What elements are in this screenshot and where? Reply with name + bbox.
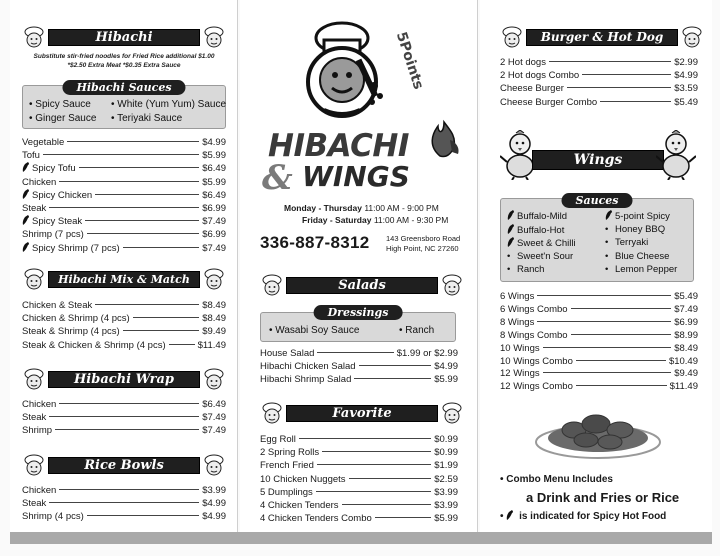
item-name: Cheese Burger Combo bbox=[500, 96, 598, 108]
item-price: $1.99 bbox=[434, 460, 458, 472]
dressing-item: • Wasabi Soy Sauce bbox=[269, 325, 360, 336]
item-name: Steak bbox=[22, 203, 47, 214]
item-name: 10 Wings bbox=[500, 342, 540, 354]
leader-dots bbox=[87, 515, 199, 516]
item-price: $3.99 bbox=[434, 500, 458, 511]
item-price: $8.49 bbox=[202, 313, 226, 325]
mix-banner bbox=[22, 268, 226, 290]
item-price: $9.49 bbox=[202, 326, 226, 338]
item-name: Spicy Tofu bbox=[22, 162, 76, 175]
menu-item bbox=[500, 342, 698, 355]
item-price: $2.59 bbox=[434, 473, 458, 485]
item-name: Spicy Shrimp (7 pcs) bbox=[22, 242, 120, 255]
wing-sauce-item: Buffalo-Hot bbox=[507, 224, 564, 236]
leader-dots bbox=[537, 321, 671, 322]
chef-mascot-logo bbox=[302, 18, 392, 128]
item-name: 6 Wings bbox=[500, 291, 535, 302]
hibachi-note: Substitute stir-fried noodles for Fried Rice additional $1.00 bbox=[33, 53, 215, 60]
section-title: Favorite bbox=[332, 406, 392, 421]
item-name: Egg Roll bbox=[260, 434, 296, 445]
section-title: Hibachi Mix & Match bbox=[58, 273, 190, 286]
menu-item bbox=[22, 202, 226, 215]
item-price: $6.99 bbox=[202, 229, 226, 241]
pepper-icon bbox=[22, 215, 30, 225]
sauce-item: • Spicy Sauce bbox=[29, 99, 91, 110]
item-name: Hibachi Chicken Salad bbox=[260, 361, 356, 373]
pepper-icon bbox=[506, 510, 514, 520]
menu-item bbox=[260, 486, 458, 499]
menu-item bbox=[22, 484, 226, 497]
item-price: $11.49 bbox=[197, 339, 226, 351]
sauce-item: • Ginger Sauce bbox=[29, 113, 97, 124]
item-price: $4.99 bbox=[434, 361, 458, 373]
section-title: Wings bbox=[573, 152, 623, 168]
item-name: Chicken & Shrimp (4 pcs) bbox=[22, 313, 130, 325]
brand-hibachi: HIBACHI bbox=[268, 128, 409, 164]
section-title: Salads bbox=[338, 278, 386, 293]
pepper-icon bbox=[22, 189, 30, 199]
leader-dots bbox=[123, 330, 200, 331]
leader-dots bbox=[43, 154, 199, 155]
item-price: $7.49 bbox=[674, 303, 698, 315]
menu-item bbox=[22, 398, 226, 411]
item-name: 10 Wings Combo bbox=[500, 355, 573, 367]
leader-dots bbox=[571, 308, 672, 309]
leader-dots bbox=[55, 429, 199, 430]
item-name: 8 Wings Combo bbox=[500, 329, 568, 341]
item-name: Spicy Chicken bbox=[22, 189, 92, 202]
item-name: Chicken & Steak bbox=[22, 300, 93, 311]
sauce-item: • Teriyaki Sauce bbox=[111, 113, 183, 124]
item-price: $8.99 bbox=[674, 329, 698, 341]
menu-item bbox=[22, 312, 226, 325]
leader-dots bbox=[59, 181, 199, 182]
leader-dots bbox=[543, 372, 672, 373]
item-price: $3.99 bbox=[202, 485, 226, 496]
combo-note: • Combo Menu Includes bbox=[500, 474, 613, 485]
menu-item bbox=[500, 355, 698, 368]
menu-item bbox=[22, 162, 226, 175]
menu-item bbox=[260, 446, 458, 459]
menu-item bbox=[260, 433, 458, 446]
menu-item bbox=[22, 215, 226, 228]
item-price: $3.99 bbox=[434, 486, 458, 498]
menu-item bbox=[22, 189, 226, 202]
salads-banner bbox=[260, 274, 464, 296]
leader-dots bbox=[582, 74, 671, 75]
item-name: 12 Wings Combo bbox=[500, 381, 573, 393]
leader-dots bbox=[354, 378, 431, 379]
wing-sauce-item: Buffalo-Mild bbox=[507, 210, 567, 222]
item-name: 2 Spring Rolls bbox=[260, 447, 320, 459]
menu-item bbox=[22, 497, 226, 510]
pepper-icon bbox=[605, 210, 613, 220]
menu-item bbox=[500, 82, 698, 95]
wing-sauce-item: • Blue Cheese bbox=[605, 250, 670, 262]
menu-item bbox=[500, 316, 698, 329]
leader-dots bbox=[543, 347, 672, 348]
leader-dots bbox=[59, 489, 199, 490]
item-price: $4.99 bbox=[202, 137, 226, 148]
menu-item bbox=[500, 380, 698, 393]
item-price: $4.99 bbox=[202, 498, 226, 510]
menu-item bbox=[22, 228, 226, 241]
section-title: Hibachi Wrap bbox=[74, 372, 174, 387]
chef-icon bbox=[22, 268, 46, 290]
chef-icon bbox=[260, 274, 284, 296]
address bbox=[386, 234, 460, 254]
item-price: $6.99 bbox=[202, 203, 226, 214]
item-name: Tofu bbox=[22, 150, 40, 162]
item-name: Chicken bbox=[22, 399, 57, 410]
section-title: Hibachi bbox=[95, 30, 153, 45]
brand-5points: 5Points bbox=[392, 30, 427, 92]
menu-item bbox=[22, 242, 226, 255]
item-price: $6.49 bbox=[202, 189, 226, 201]
menu-item bbox=[22, 325, 226, 338]
item-name: Shrimp (7 pcs) bbox=[22, 229, 84, 241]
item-name: 6 Wings Combo bbox=[500, 303, 568, 315]
pepper-icon bbox=[507, 210, 515, 220]
hours-weekdays: Monday - Thursday 11:00 AM - 9:00 PM bbox=[284, 203, 439, 213]
item-name: House Salad bbox=[260, 348, 315, 359]
item-price: $5.99 bbox=[434, 513, 458, 525]
item-name: 10 Chicken Nuggets bbox=[260, 473, 346, 485]
leader-dots bbox=[322, 451, 431, 452]
item-name: Steak bbox=[22, 412, 47, 424]
chef-icon bbox=[202, 268, 226, 290]
chef-icon bbox=[260, 402, 284, 424]
chef-icon bbox=[202, 368, 226, 390]
item-price: $7.49 bbox=[202, 425, 226, 437]
left-panel bbox=[10, 0, 238, 540]
leader-dots bbox=[49, 416, 199, 417]
item-price: $4.99 bbox=[202, 511, 226, 523]
chef-icon bbox=[500, 26, 524, 48]
item-name: Vegetable bbox=[22, 137, 65, 148]
menu-item bbox=[260, 347, 458, 360]
brand-amp: & bbox=[262, 158, 293, 198]
wing-sauce-item: • Lemon Pepper bbox=[605, 264, 678, 275]
menu-item bbox=[500, 56, 698, 69]
leader-dots bbox=[95, 194, 199, 195]
leader-dots bbox=[95, 304, 199, 305]
leader-dots bbox=[317, 464, 431, 465]
item-price: $5.49 bbox=[674, 96, 698, 108]
pepper-icon bbox=[507, 224, 515, 234]
item-name: Spicy Steak bbox=[22, 215, 82, 228]
wing-sauce-item: 5-point Spicy bbox=[605, 210, 670, 222]
item-name: Steak & Chicken & Shrimp (4 pcs) bbox=[22, 339, 166, 351]
flame-wing-icon bbox=[426, 116, 462, 158]
item-price: $7.49 bbox=[202, 216, 226, 228]
menu-item bbox=[22, 510, 226, 523]
item-name: 5 Dumplings bbox=[260, 486, 313, 498]
wing-sauce-item: • Ranch bbox=[507, 264, 545, 275]
item-name: 4 Chicken Tenders bbox=[260, 500, 339, 511]
section-title: Burger & Hot Dog bbox=[540, 30, 664, 44]
wing-sauce-item: • Honey BBQ bbox=[605, 223, 666, 235]
wings-plate-image bbox=[534, 404, 662, 460]
item-price: $8.49 bbox=[202, 300, 226, 311]
wrap-banner bbox=[22, 368, 226, 390]
leader-dots bbox=[79, 167, 200, 168]
chef-icon bbox=[22, 454, 46, 476]
leader-dots bbox=[342, 504, 432, 505]
item-price: $6.49 bbox=[202, 163, 226, 175]
menu-item bbox=[500, 69, 698, 82]
item-name: Chicken bbox=[22, 176, 57, 188]
chef-icon bbox=[680, 26, 704, 48]
leader-dots bbox=[59, 403, 199, 404]
item-price: $6.49 bbox=[202, 399, 226, 410]
chef-icon bbox=[22, 26, 46, 48]
burger-banner bbox=[500, 26, 704, 48]
chef-icon bbox=[440, 274, 464, 296]
menu-item bbox=[22, 176, 226, 189]
chef-icon bbox=[202, 454, 226, 476]
menu-item bbox=[260, 459, 458, 472]
address-line: High Point, NC 27260 bbox=[386, 244, 459, 253]
item-price: $7.49 bbox=[202, 412, 226, 424]
hours-weekend: Friday - Saturday 11:00 AM - 9:30 PM bbox=[302, 215, 449, 225]
sauce-item: • White (Yum Yum) Sauce bbox=[111, 99, 227, 110]
menu-item bbox=[260, 473, 458, 486]
chef-icon bbox=[440, 402, 464, 424]
wing-sauce-item: Sweet & Chilli bbox=[507, 237, 576, 249]
chef-icon bbox=[22, 368, 46, 390]
leader-dots bbox=[549, 61, 671, 62]
phone-number[interactable]: 336-887-8312 bbox=[260, 233, 370, 252]
item-name: Steak bbox=[22, 498, 47, 510]
section-title: Rice Bowls bbox=[84, 458, 164, 473]
menu-item bbox=[260, 512, 458, 525]
wing-sauce-item: • Sweet'n Sour bbox=[507, 250, 574, 262]
item-price: $5.49 bbox=[674, 291, 698, 302]
brand-wings: WINGS bbox=[302, 160, 410, 193]
item-name: Cheese Burger bbox=[500, 83, 564, 95]
dressing-item: • Ranch bbox=[399, 325, 435, 336]
wings-sauces-box bbox=[500, 194, 694, 282]
item-name: Shrimp (4 pcs) bbox=[22, 511, 84, 523]
item-name: French Fried bbox=[260, 460, 314, 472]
pepper-icon bbox=[507, 237, 515, 247]
leader-dots bbox=[537, 295, 671, 296]
item-name: Steak & Shrimp (4 pcs) bbox=[22, 326, 120, 338]
hibachi-sauces-box bbox=[22, 81, 227, 129]
menu-item bbox=[22, 339, 226, 352]
spicy-legend: • is indicated for Spicy Hot Food bbox=[500, 511, 667, 522]
leader-dots bbox=[375, 517, 431, 518]
favorite-banner bbox=[260, 402, 464, 424]
menu-item bbox=[500, 290, 698, 303]
menu-item bbox=[500, 96, 698, 109]
dressings-box bbox=[260, 306, 456, 342]
dressings-title: Dressings bbox=[314, 305, 403, 320]
leader-dots bbox=[316, 491, 431, 492]
item-price: $5.99 bbox=[202, 150, 226, 162]
menu-item bbox=[260, 360, 458, 373]
item-price: $3.59 bbox=[674, 83, 698, 95]
hibachi-sauces-title: Hibachi Sauces bbox=[62, 80, 185, 95]
menu-item bbox=[500, 303, 698, 316]
menu-item bbox=[22, 136, 226, 149]
item-name: 2 Hot dogs bbox=[500, 57, 546, 68]
leader-dots bbox=[600, 101, 671, 102]
item-price: $11.49 bbox=[669, 381, 698, 393]
menu-item bbox=[500, 329, 698, 342]
hibachi-banner bbox=[22, 26, 226, 48]
item-price: $8.49 bbox=[674, 342, 698, 354]
leader-dots bbox=[49, 207, 199, 208]
item-price: $0.99 bbox=[434, 447, 458, 459]
leader-dots bbox=[576, 385, 667, 386]
chef-icon bbox=[202, 26, 226, 48]
item-price: $2.99 bbox=[674, 57, 698, 68]
middle-panel bbox=[240, 0, 478, 540]
item-price: $5.99 bbox=[202, 176, 226, 188]
leader-dots bbox=[123, 247, 200, 248]
leader-dots bbox=[567, 87, 671, 88]
item-price: $4.99 bbox=[674, 70, 698, 82]
item-name: Chicken bbox=[22, 485, 57, 496]
bottom-bar bbox=[10, 532, 712, 544]
menu-item bbox=[22, 149, 226, 162]
leader-dots bbox=[67, 141, 199, 142]
combo-detail: a Drink and Fries or Rice bbox=[526, 490, 680, 505]
menu-item bbox=[260, 499, 458, 512]
leader-dots bbox=[169, 344, 195, 345]
chicken-mascot-icon bbox=[656, 130, 696, 180]
wing-sauce-item: • Terryaki bbox=[605, 237, 649, 248]
leader-dots bbox=[87, 233, 199, 234]
item-name: Shrimp bbox=[22, 425, 53, 437]
right-panel bbox=[480, 0, 712, 540]
item-price: $7.49 bbox=[202, 242, 226, 254]
item-name: 2 Hot dogs Combo bbox=[500, 70, 580, 82]
item-price: $1.99 or $2.99 bbox=[396, 348, 458, 359]
item-price: $10.49 bbox=[668, 355, 698, 367]
leader-dots bbox=[349, 478, 432, 479]
item-name: 4 Chicken Tenders Combo bbox=[260, 513, 372, 525]
wings-sauces-title: Sauces bbox=[562, 193, 633, 208]
item-name: 12 Wings bbox=[500, 368, 540, 380]
item-name: 8 Wings bbox=[500, 316, 535, 328]
leader-dots bbox=[317, 352, 393, 353]
item-price: $0.99 bbox=[434, 434, 458, 445]
menu-item bbox=[22, 424, 226, 437]
leader-dots bbox=[576, 360, 666, 361]
hibachi-extra-note: *$2.50 Extra Meat *$0.35 Extra Sauce bbox=[67, 62, 181, 69]
rice-banner bbox=[22, 454, 226, 476]
item-name: Hibachi Shrimp Salad bbox=[260, 374, 352, 386]
address-line: 143 Greensboro Road bbox=[386, 234, 461, 243]
leader-dots bbox=[133, 317, 200, 318]
item-price: $9.49 bbox=[674, 368, 698, 380]
menu-item bbox=[500, 367, 698, 380]
menu-item bbox=[260, 373, 458, 386]
item-price: $5.99 bbox=[434, 374, 458, 386]
leader-dots bbox=[49, 502, 199, 503]
menu-item bbox=[22, 299, 226, 312]
menu-item bbox=[22, 411, 226, 424]
pepper-icon bbox=[22, 162, 30, 172]
leader-dots bbox=[571, 334, 672, 335]
pepper-icon bbox=[22, 242, 30, 252]
leader-dots bbox=[359, 365, 432, 366]
leader-dots bbox=[85, 220, 199, 221]
leader-dots bbox=[299, 438, 431, 439]
item-price: $6.99 bbox=[674, 316, 698, 328]
